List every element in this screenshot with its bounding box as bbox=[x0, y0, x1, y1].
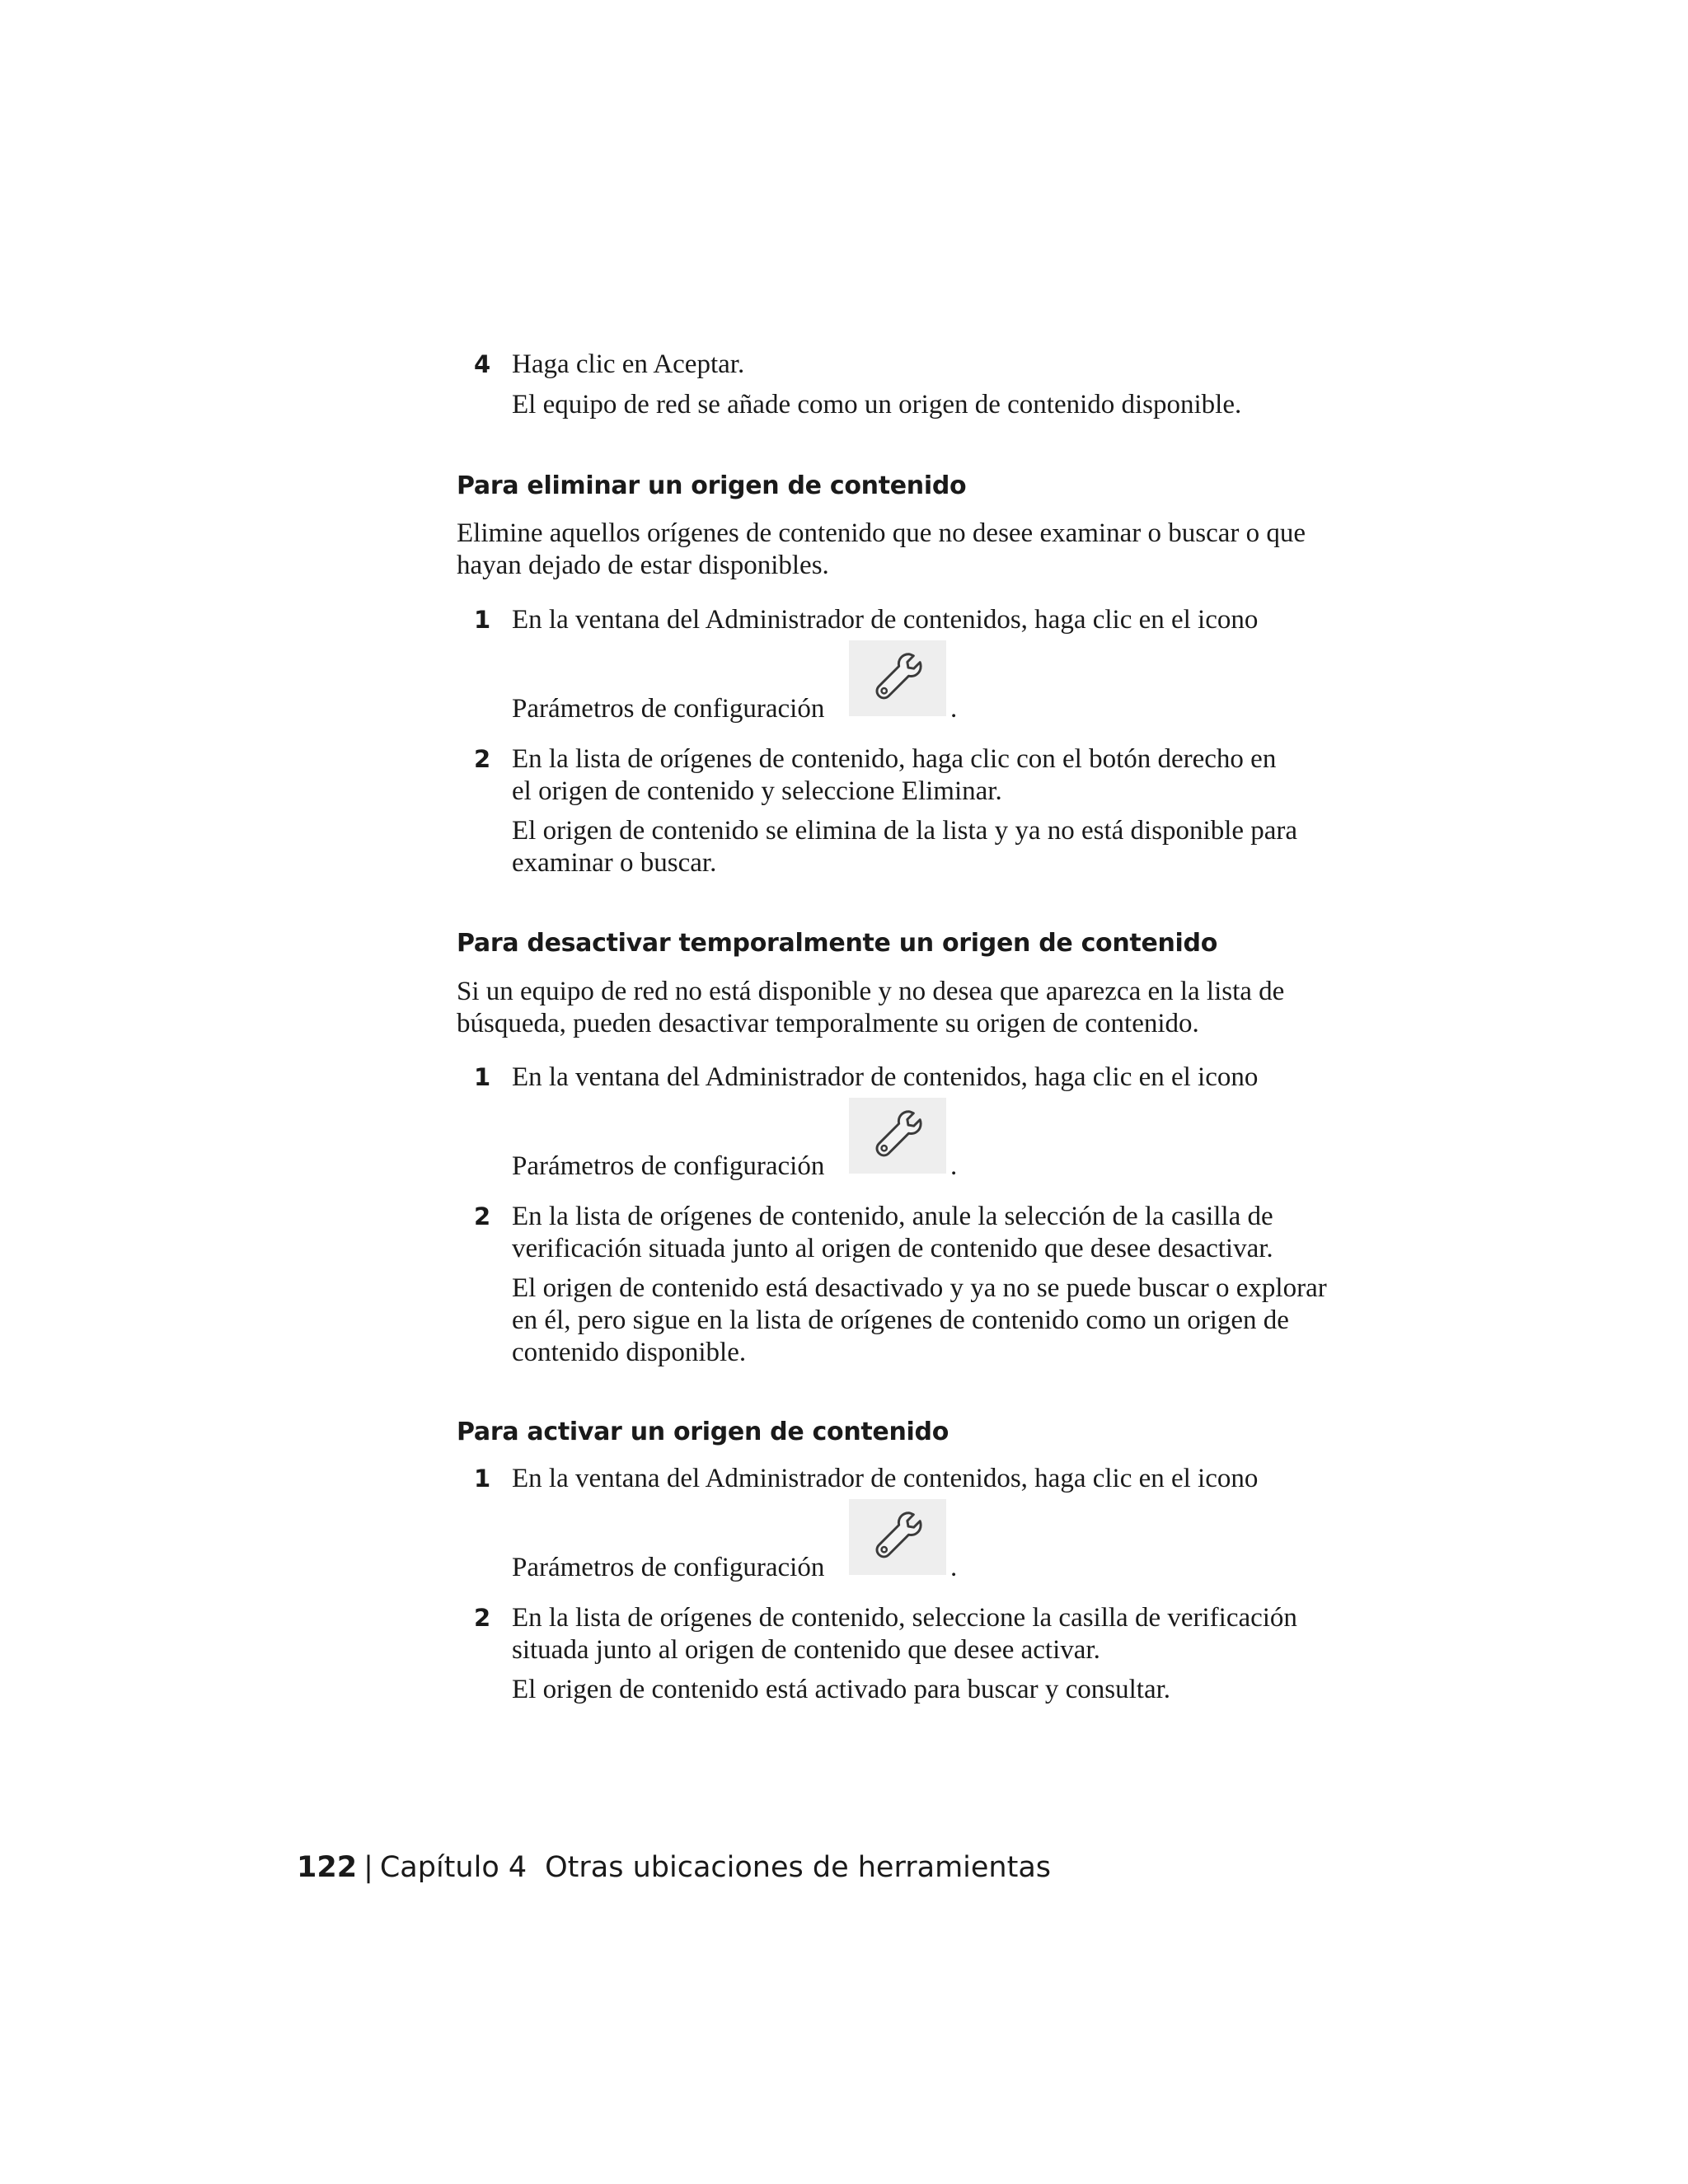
settings-label: Parámetros de configuración bbox=[512, 1553, 825, 1582]
step-number: 2 bbox=[474, 1604, 491, 1632]
step-result: El equipo de red se añade como un origen de contenido disponible. bbox=[512, 390, 1242, 419]
settings-wrench-icon-image bbox=[849, 1499, 946, 1575]
step-number: 2 bbox=[474, 745, 491, 773]
step-text: En la lista de orígenes de contenido, anule la selección de la casilla de bbox=[512, 1202, 1273, 1231]
intro-text: Si un equipo de red no está disponible y no desea que aparezca en la lista de bbox=[457, 977, 1285, 1006]
step-number: 1 bbox=[474, 1063, 491, 1091]
section-heading-disable: Para desactivar temporalmente un origen de contenido bbox=[457, 929, 1218, 958]
step-result: contenido disponible. bbox=[512, 1338, 747, 1367]
page-number: 122 bbox=[297, 1851, 358, 1884]
step-result: El origen de contenido se elimina de la lista y ya no está disponible para bbox=[512, 816, 1298, 846]
step-text: En la ventana del Administrador de contenidos, haga clic en el icono bbox=[512, 1062, 1259, 1092]
step-number: 1 bbox=[474, 606, 491, 634]
wrench-icon bbox=[868, 1507, 927, 1567]
step-text: En la ventana del Administrador de contenidos, haga clic en el icono bbox=[512, 605, 1259, 635]
section-heading-enable: Para activar un origen de contenido bbox=[457, 1418, 950, 1446]
step-result: El origen de contenido está desactivado y ya no se puede buscar o explorar bbox=[512, 1273, 1327, 1303]
step-text: el origen de contenido y seleccione Eliminar. bbox=[512, 776, 1002, 806]
step-result: en él, pero sigue en la lista de orígenes de contenido como un origen de bbox=[512, 1305, 1289, 1335]
intro-text: Elimine aquellos orígenes de contenido que no desee examinar o buscar o que bbox=[457, 518, 1306, 548]
chapter-title: Otras ubicaciones de herramientas bbox=[545, 1851, 1052, 1884]
punctuation: . bbox=[950, 694, 958, 724]
step-text: verificación situada junto al origen de contenido que desee desactivar. bbox=[512, 1234, 1273, 1263]
chapter-label: Capítulo 4 bbox=[379, 1851, 528, 1884]
intro-text: búsqueda, pueden desactivar temporalmente su origen de contenido. bbox=[457, 1009, 1199, 1038]
settings-wrench-icon-image bbox=[849, 1098, 946, 1174]
settings-label: Parámetros de configuración bbox=[512, 1151, 825, 1181]
settings-label: Parámetros de configuración bbox=[512, 694, 825, 724]
footer-separator: | bbox=[363, 1851, 373, 1884]
wrench-icon bbox=[868, 649, 927, 708]
step-text: En la lista de orígenes de contenido, seleccione la casilla de verificación bbox=[512, 1603, 1297, 1633]
step-text: situada junto al origen de contenido que desee activar. bbox=[512, 1635, 1100, 1665]
punctuation: . bbox=[950, 1151, 958, 1181]
step-result: examinar o buscar. bbox=[512, 848, 717, 878]
step-number: 1 bbox=[474, 1465, 491, 1493]
step-number: 2 bbox=[474, 1202, 491, 1230]
step-text: Haga clic en Aceptar. bbox=[512, 349, 745, 379]
wrench-icon bbox=[868, 1106, 927, 1165]
settings-wrench-icon-image bbox=[849, 640, 946, 716]
step-text: En la ventana del Administrador de contenidos, haga clic en el icono bbox=[512, 1464, 1259, 1493]
punctuation: . bbox=[950, 1553, 958, 1582]
page-footer bbox=[297, 1849, 1051, 1886]
step-number: 4 bbox=[474, 350, 491, 378]
section-heading-remove: Para eliminar un origen de contenido bbox=[457, 471, 967, 500]
step-text: En la lista de orígenes de contenido, haga clic con el botón derecho en bbox=[512, 744, 1277, 774]
intro-text: hayan dejado de estar disponibles. bbox=[457, 551, 829, 580]
step-result: El origen de contenido está activado para buscar y consultar. bbox=[512, 1675, 1171, 1704]
